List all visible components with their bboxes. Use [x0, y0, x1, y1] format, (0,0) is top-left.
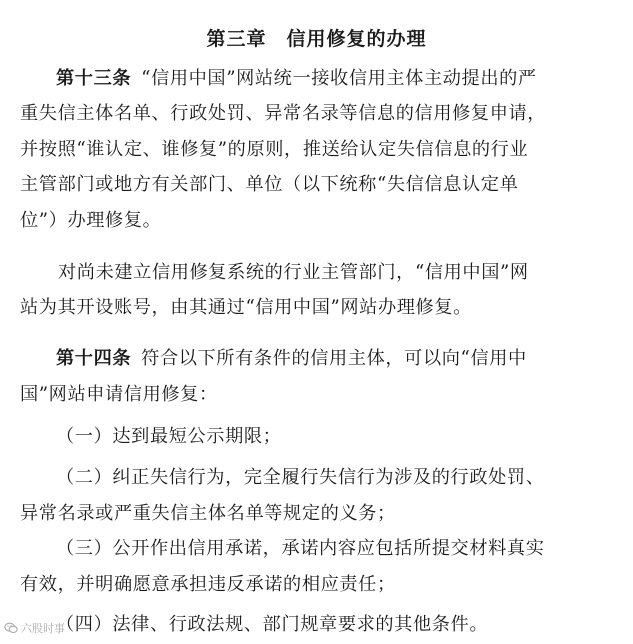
watermark-text: 六股时事	[21, 622, 65, 635]
article-13-text: “信用中国”网站统一接收信用主体主动提出的严	[141, 68, 537, 89]
article-14-item-2-line-2: 异常名录或严重失信主体名单等规定的义务；	[20, 503, 396, 524]
article-13-line-3: 并按照“谁认定、谁修复”的原则，推送给认定失信信息的行业	[20, 139, 529, 160]
chapter-title: 第三章 信用修复的办理	[206, 28, 427, 50]
article-14-text: 符合以下所有条件的信用主体，可以向“信用中	[141, 348, 527, 369]
watermark	[4, 620, 65, 636]
article-13-line-1	[56, 68, 537, 90]
article-13-line-2: 重失信主体名单、行政处罚、异常名录等信息的信用修复申请，	[20, 103, 547, 124]
article-13-para2-line-1: 对尚未建立信用修复系统的行业主管部门，“信用中国”网	[58, 262, 529, 283]
wechat-logo-icon	[4, 621, 18, 635]
article-14-item-2-line-1: （二）纠正失信行为，完全履行失信行为涉及的行政处罚、	[56, 467, 545, 488]
article-13-line-4: 主管部门或地方有关部门、单位（以下统称“失信信息认定单	[20, 174, 519, 195]
article-14-item-3-line-1: （三）公开作出信用承诺，承诺内容应包括所提交材料真实	[56, 538, 545, 559]
article-14-item-3-line-2: 有效，并明确愿意承担违反承诺的相应责任；	[20, 574, 396, 595]
article-14-item-4: （四）法律、行政法规、部门规章要求的其他条件。	[56, 614, 489, 635]
article-14-line-1	[56, 348, 527, 370]
article-14-heading: 第十四条	[56, 348, 132, 369]
article-14-item-1: （一）达到最短公示期限；	[56, 426, 282, 447]
article-13-heading: 第十三条	[56, 68, 132, 89]
article-13-para2-line-2: 站为其开设账号，由其通过“信用中国”网站办理修复。	[20, 297, 472, 318]
article-13-line-5: 位”）办理修复。	[20, 210, 162, 231]
article-14-line-2: 国”网站申请信用修复：	[20, 384, 218, 405]
